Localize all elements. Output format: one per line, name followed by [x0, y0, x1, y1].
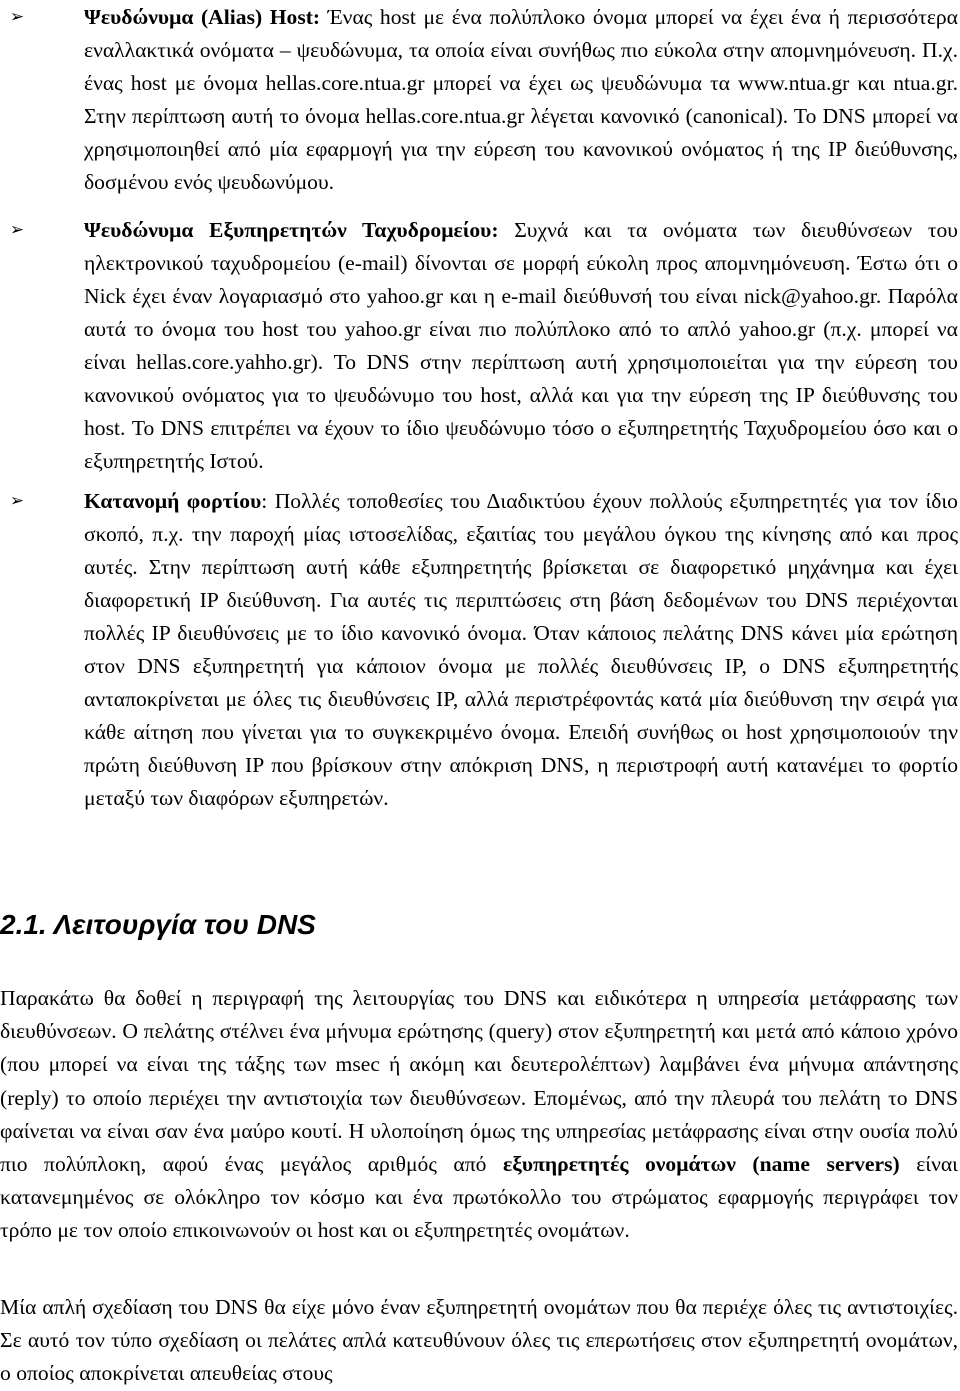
section-number: 2.1. — [0, 909, 47, 940]
bold-term: εξυπηρετητές ονομάτων (name servers) — [502, 1152, 900, 1177]
bullet-mail-alias — [0, 214, 960, 478]
section-heading — [0, 905, 316, 945]
arrow-bullet-icon: ➢ — [9, 491, 25, 511]
paragraph-text: Παρακάτω θα δοθεί η περιγραφή της λειτουργίας του DNS και ειδικότερα η υπηρεσία μετάφρασης των διευθύνσεων. Ο πελάτης στέλνει ένα μήνυμα ερώτησης (query) στον εξυπηρετητή και μετά από κάποιο χρόνο (που μπορεί να είναι της τάξης των msec ή ακόμη και δευτερολέπτων) λαμβάνει ένα μήνυμα απάντησης (reply) το οποίο περιέχει την αντιστοιχία των διευθύνσεων. Επομένως, από την πλευρά του πελάτη το DNS φαίνεται να είναι σαν ένα μαύρο κουτί. Η υλοποίηση όμως της υπηρεσίας μετάφρασης είναι στην ουσία πολύ πιο πολύπλοκη, αφού ένας μεγάλος αριθμός από — [0, 986, 958, 1177]
bullet-title: Ψευδώνυμα Εξυπηρετητών Ταχυδρομείου: — [84, 218, 499, 242]
arrow-bullet-icon: ➢ — [9, 7, 25, 27]
bullet-text: : Πολλές τοποθεσίες του Διαδικτύου έχουν πολλούς εξυπηρετητές για τον ίδιο σκοπό, π.χ. την παροχή μίας ιστοσελίδας, εξαιτίας του μεγάλου όγκου της κίνησης από και προς αυτές. Στην περίπτωση αυτή κάθε εξυπηρετητής βρίσκεται σε διαφορετικό μηχάνημα και έχει διαφορετική IP διεύθυνση. Για αυτές τις περιπτώσεις στη βάση δεδομένων του DNS περιέχονται πολλές IP διευθύνσεις με το ίδιο κανονικό όνομα. Όταν κάποιος πελάτης DNS κάνει μία ερώτηση στον DNS εξυπηρετητή για κάποιον όνομα με πολλές διευθύνσεις IP, ο DNS εξυπηρετητής ανταποκρίνεται με όλες τις διευθύνσεις IP, αλλά περιστρέφοντάς κατά μία διεύθυνση την σειρά για κάθε αίτηση που γίνεται για το συγκεκριμένο όνομα. Επειδή συνήθως οι host χρησιμοποιούν την πρώτη διεύθυνση IP που βρίσκουν στην απόκριση DNS, η περιστροφή αυτή κατανέμει το φορτίο μεταξύ των διαφόρων εξυπηρετών. — [84, 489, 958, 810]
bullet-text: Συχνά και τα ονόματα των διευθύνσεων του ηλεκτρονικού ταχυδρομείου (e-mail) δίνονται σε μορφή εύκολη προς απομνημόνευση. Έστω ότι ο Nick έχει έναν λογαριασμό στο yahoo.gr και η e-mail διεύθυνσή του είναι nick@yahoo.gr. Παρόλα αυτά το όνομα του host του yahoo.gr είναι πιο πολύπλοκο από το απλό yahoo.gr (π.χ. μπορεί να είναι hellas.core.yahho.gr). Το DNS στην περίπτωση αυτή χρησιμοποιείται για την εύρεση του κανονικού ονόματος για το ψευδώνυμο του host, αλλά και για την εύρεση της IP διεύθυνσης του host. Το DNS επιτρέπει να έχουν το ίδιο ψευδώνυμο τόσο ο εξυπηρετητής Ταχυδρομείου όσο και ο εξυπηρετητής Ιστού. — [84, 218, 958, 473]
paragraph-text: Μία απλή σχεδίαση του DNS θα είχε μόνο έναν εξυπηρετητή ονομάτων που θα περιέχε όλες τις αντιστοιχίες. Σε αυτό τον τύπο σχεδίαση οι πελάτες απλά κατευθύνουν όλες τις επερωτήσεις στον εξυπηρετητή ονομάτων, ο οποίος αποκρίνεται απευθείας στους — [0, 1295, 958, 1386]
bullet-load-distribution — [0, 485, 960, 815]
paragraph-text: είναι κατανεμημένος σε ολόκληρο τον κόσμο και ένα πρωτόκολλο του στρώματος εφαρμογής περιγράφει τον τρόπο με τον οποίο επικοινωνούν οι host και οι εξυπηρετητές ονομάτων. — [0, 1152, 958, 1243]
bullet-alias-host — [0, 1, 960, 199]
paragraph-simple-design — [0, 1291, 958, 1391]
bullet-title: Ψευδώνυμα (Alias) Host: — [84, 5, 321, 29]
section-title: Λειτουργία του DNS — [46, 909, 316, 940]
paragraph-dns-operation — [0, 982, 958, 1248]
bullet-text: Ένας host με ένα πολύπλοκο όνομα μπορεί να έχει ένα ή περισσότερα εναλλακτικά ονόματα – ψευδώνυμα, τα οποία είναι συνήθως πιο εύκολα στην απομνημόνευση. Π.χ. ένας host με όνομα hellas.core.ntua.gr μπορεί να έχει ως ψευδώνυμα τα www.ntua.gr και ntua.gr. Στην περίπτωση αυτή το όνομα hellas.core.ntua.gr λέγεται κανονικό (canonical). Το DNS μπορεί να χρησιμοποιηθεί από μία εφαρμογή για την εύρεση του κανονικού ονόματος ή της IP διεύθυνσης, δοσμένου ενός ψευδωνύμου. — [84, 5, 958, 194]
arrow-bullet-icon: ➢ — [9, 220, 25, 240]
bullet-title: Κατανομή φορτίου — [84, 489, 262, 513]
